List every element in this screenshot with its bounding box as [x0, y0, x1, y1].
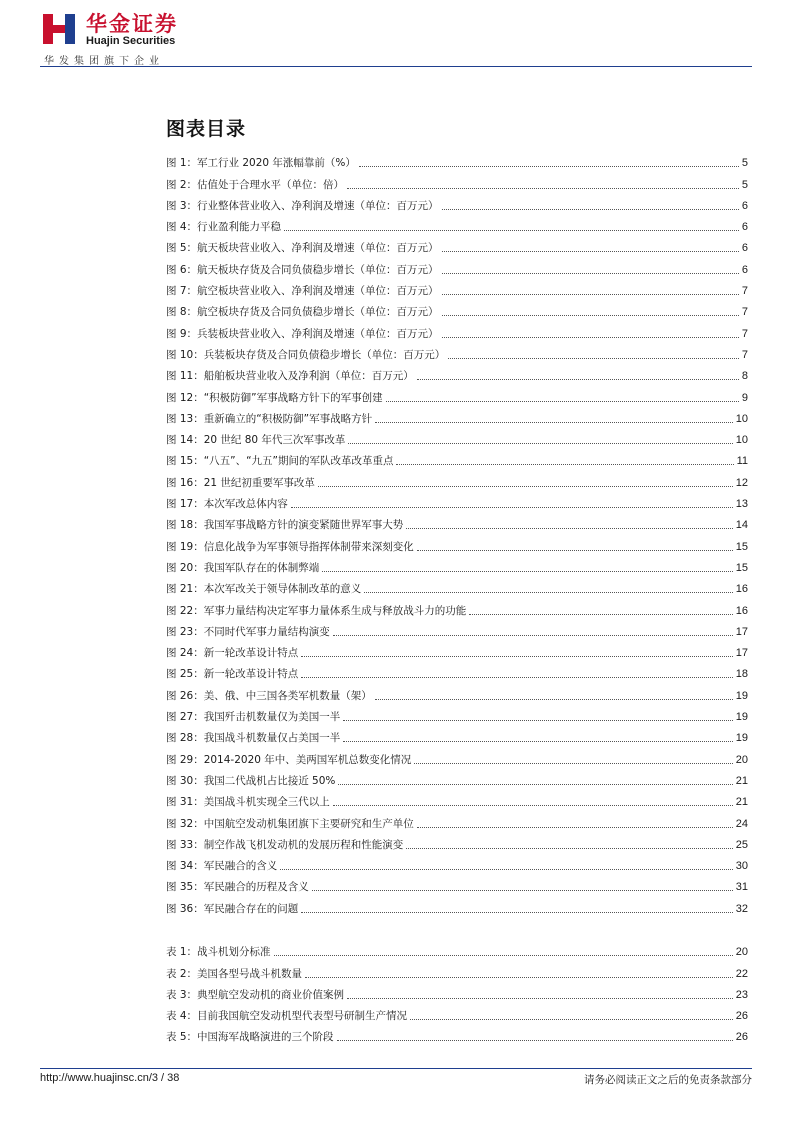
figure-entry[interactable] [166, 405, 748, 426]
dot-leader [333, 805, 733, 806]
dot-leader [347, 998, 733, 999]
figure-entry-page: 31 [735, 881, 748, 894]
figure-entry-page: 5 [741, 157, 748, 170]
figure-entry-label: 图 18：我国军事战略方针的演变紧随世界军事大势 [166, 519, 404, 532]
dot-leader [410, 1019, 733, 1020]
figure-entry-page: 7 [741, 348, 748, 361]
figure-entry-label: 图 27：我国歼击机数量仅为美国一半 [166, 711, 341, 724]
figure-entry-page: 30 [735, 860, 748, 873]
page-header [40, 8, 752, 66]
dot-leader [396, 464, 733, 465]
figure-entry[interactable] [166, 362, 748, 383]
table-entry-label: 表 5：中国海军战略演进的三个阶段 [166, 1031, 334, 1044]
figure-entry-label: 图 1：军工行业 2020 年涨幅靠前（%） [166, 157, 356, 170]
figure-entry-page: 7 [741, 327, 748, 340]
figure-entry-label: 图 16：21 世纪初重要军事改革 [166, 476, 315, 489]
table-entry-page: 23 [735, 988, 748, 1001]
figure-entry[interactable] [166, 767, 748, 788]
figure-entry-page: 16 [735, 604, 748, 617]
figure-entry-page: 18 [735, 668, 748, 681]
dot-leader [375, 422, 733, 423]
figure-entry[interactable] [166, 213, 748, 234]
figure-entry[interactable] [166, 639, 748, 660]
figure-entry[interactable] [166, 852, 748, 873]
footer-divider [40, 1068, 752, 1069]
dot-leader [301, 656, 733, 657]
figure-entry-page: 11 [736, 455, 748, 468]
figure-entry-page: 21 [735, 796, 748, 809]
dot-leader [448, 358, 739, 359]
dot-leader [442, 209, 739, 210]
dot-leader [301, 677, 733, 678]
dot-leader [442, 315, 739, 316]
header-divider [40, 66, 752, 67]
figure-entry-page: 19 [735, 732, 748, 745]
figure-entry[interactable] [166, 596, 748, 617]
dot-leader [312, 890, 733, 891]
figure-entry-page: 5 [741, 178, 748, 191]
figure-entry[interactable] [166, 341, 748, 362]
figure-entry-page: 17 [735, 625, 748, 638]
figure-entry[interactable] [166, 575, 748, 596]
figure-entry[interactable] [166, 298, 748, 319]
dot-leader [442, 337, 739, 338]
figure-entry[interactable] [166, 618, 748, 639]
figure-entry-label: 图 6：航天板块存货及合同负债稳步增长（单位：百万元） [166, 263, 439, 276]
dot-leader [442, 251, 739, 252]
figure-entry-page: 32 [735, 902, 748, 915]
table-entry-page: 26 [735, 1031, 748, 1044]
figure-entry-label: 图 7：航空板块营业收入、净利润及增速（单位：百万元） [166, 285, 439, 298]
table-list [166, 938, 748, 1044]
dot-leader [280, 869, 733, 870]
figure-entry-page: 25 [735, 838, 748, 851]
table-entry[interactable] [166, 1002, 748, 1023]
figure-entry-label: 图 8：航空板块存货及合同负债稳步增长（单位：百万元） [166, 306, 439, 319]
group-tagline: 华发集团旗下企业 [44, 56, 164, 67]
figure-entry-label: 图 15：“八五”、“九五”期间的军队改革改革重点 [166, 455, 394, 468]
figure-entry-page: 15 [735, 540, 748, 553]
dot-leader [417, 379, 739, 380]
figure-entry-page: 6 [741, 199, 748, 212]
figure-entry[interactable] [166, 447, 748, 468]
brand-name-en: Huajin Securities [86, 35, 176, 47]
dot-leader [469, 614, 733, 615]
dot-leader [343, 720, 733, 721]
figure-entry[interactable] [166, 468, 748, 489]
figure-entry-page: 7 [741, 306, 748, 319]
table-entry[interactable] [166, 938, 748, 959]
dot-leader [318, 486, 733, 487]
figure-entry-label: 图 21：本次军改关于领导体制改革的意义 [166, 583, 362, 596]
figure-entry[interactable] [166, 255, 748, 276]
dot-leader [386, 401, 739, 402]
figure-entry-page: 10 [735, 434, 748, 447]
figure-entry-label: 图 4：行业盈利能力平稳 [166, 221, 282, 234]
figure-entry-label: 图 17：本次军改总体内容 [166, 498, 288, 511]
dot-leader [364, 592, 733, 593]
dot-leader [322, 571, 733, 572]
figure-list [166, 149, 748, 916]
figure-entry-page: 10 [735, 412, 748, 425]
figure-entry-page: 6 [741, 242, 748, 255]
dot-leader [274, 955, 733, 956]
dot-leader [333, 635, 733, 636]
dot-leader [375, 699, 733, 700]
dot-leader [442, 273, 739, 274]
dot-leader [338, 784, 732, 785]
figure-entry-page: 8 [741, 370, 748, 383]
dot-leader [417, 550, 733, 551]
figure-entry-page: 17 [735, 647, 748, 660]
figure-entry-label: 图 26：美、俄、中三国各类军机数量（架） [166, 689, 372, 702]
figure-entry-label: 图 34：军民融合的含义 [166, 860, 278, 873]
figure-entry-label: 图 3：行业整体营业收入、净利润及增速（单位：百万元） [166, 199, 439, 212]
figure-entry[interactable] [166, 149, 748, 170]
footer-url-page: http://www.huajinsc.cn/3 / 38 [40, 1072, 180, 1084]
dot-leader [359, 166, 739, 167]
table-entry-page: 20 [735, 946, 748, 959]
dot-leader [347, 188, 739, 189]
figure-entry[interactable] [166, 745, 748, 766]
table-entry-label: 表 4：目前我国航空发动机型代表型号研制生产情况 [166, 1010, 408, 1023]
figure-entry-label: 图 29：2014-2020 年中、美两国军机总数变化情况 [166, 753, 412, 766]
huajin-logo-icon [40, 10, 78, 48]
table-entry[interactable] [166, 959, 748, 980]
figure-entry-label: 图 35：军民融合的历程及含义 [166, 881, 309, 894]
dot-leader [291, 507, 733, 508]
figure-entry[interactable] [166, 277, 748, 298]
figure-entry[interactable] [166, 681, 748, 702]
figure-entry[interactable] [166, 383, 748, 404]
table-entry-page: 22 [735, 967, 748, 980]
figure-entry[interactable] [166, 554, 748, 575]
figure-entry-page: 21 [735, 774, 748, 787]
table-entry-page: 26 [735, 1010, 748, 1023]
figure-entry[interactable] [166, 894, 748, 915]
figure-entry[interactable] [166, 192, 748, 213]
figure-entry[interactable] [166, 831, 748, 852]
figure-entry-label: 图 32：中国航空发动机集团旗下主要研究和生产单位 [166, 817, 414, 830]
figure-entry-page: 19 [735, 689, 748, 702]
toc-title: 图表目录 [166, 118, 247, 140]
figure-entry[interactable] [166, 490, 748, 511]
figure-entry[interactable] [166, 788, 748, 809]
figure-entry-page: 9 [741, 391, 748, 404]
table-entry-label: 表 1：战斗机划分标准 [166, 946, 271, 959]
figure-entry-label: 图 31：美国战斗机实现全三代以上 [166, 796, 330, 809]
figure-entry-label: 图 14：20 世纪 80 年代三次军事改革 [166, 434, 346, 447]
dot-leader [417, 827, 733, 828]
table-entry[interactable] [166, 981, 748, 1002]
figure-entry-page: 6 [741, 221, 748, 234]
figure-entry-label: 图 25：新一轮改革设计特点 [166, 668, 299, 681]
figure-entry[interactable] [166, 170, 748, 191]
figure-entry[interactable] [166, 234, 748, 255]
figure-entry-label: 图 9：兵装板块营业收入、净利润及增速（单位：百万元） [166, 327, 439, 340]
figure-entry-page: 13 [735, 498, 748, 511]
figure-entry[interactable] [166, 809, 748, 830]
dot-leader [406, 848, 733, 849]
footer-disclaimer: 请务必阅读正文之后的免责条款部分 [584, 1074, 752, 1086]
figure-entry-label: 图 36：军民融合存在的问题 [166, 902, 299, 915]
figure-entry[interactable] [166, 724, 748, 745]
figure-entry-page: 6 [741, 263, 748, 276]
figure-entry[interactable] [166, 703, 748, 724]
figure-entry-page: 15 [735, 561, 748, 574]
table-entry-label: 表 3：典型航空发动机的商业价值案例 [166, 988, 345, 1001]
figure-entry-page: 14 [735, 519, 748, 532]
figure-entry-label: 图 19：信息化战争为军事领导指挥体制带来深刻变化 [166, 540, 414, 553]
figure-entry-label: 图 11：船舶板块营业收入及净利润（单位：百万元） [166, 370, 414, 383]
figure-entry-label: 图 30：我国二代战机占比接近 50% [166, 774, 336, 787]
figure-entry[interactable] [166, 532, 748, 553]
figure-entry[interactable] [166, 319, 748, 340]
figure-entry-page: 7 [741, 285, 748, 298]
dot-leader [301, 912, 733, 913]
figure-entry-page: 19 [735, 711, 748, 724]
figure-entry-label: 图 24：新一轮改革设计特点 [166, 647, 299, 660]
figure-entry-label: 图 12：“积极防御”军事战略方针下的军事创建 [166, 391, 383, 404]
figure-entry-page: 20 [735, 753, 748, 766]
figure-entry-page: 12 [735, 476, 748, 489]
figure-entry-label: 图 23：不同时代军事力量结构演变 [166, 625, 330, 638]
dot-leader [343, 741, 733, 742]
figure-entry[interactable] [166, 873, 748, 894]
figure-entry-page: 24 [735, 817, 748, 830]
dot-leader [337, 1040, 733, 1041]
figure-entry-page: 16 [735, 583, 748, 596]
figure-entry[interactable] [166, 511, 748, 532]
dot-leader [406, 528, 733, 529]
dot-leader [284, 230, 739, 231]
table-entry-label: 表 2：美国各型号战斗机数量 [166, 967, 303, 980]
table-entry[interactable] [166, 1023, 748, 1044]
figure-entry-label: 图 2：估值处于合理水平（单位：倍） [166, 178, 345, 191]
figure-entry[interactable] [166, 426, 748, 447]
figure-entry-label: 图 10：兵装板块存货及合同负债稳步增长（单位：百万元） [166, 348, 446, 361]
figure-entry-label: 图 22：军事力量结构决定军事力量体系生成与释放战斗力的功能 [166, 604, 467, 617]
brand-name-cn: 华金证券 [86, 12, 178, 36]
dot-leader [442, 294, 739, 295]
dot-leader [305, 977, 733, 978]
dot-leader [348, 443, 732, 444]
figure-entry-label: 图 20：我国军队存在的体制弊端 [166, 561, 320, 574]
figure-entry-label: 图 5：航天板块营业收入、净利润及增速（单位：百万元） [166, 242, 439, 255]
figure-entry-label: 图 33：制空作战飞机发动机的发展历程和性能演变 [166, 838, 404, 851]
figure-entry-label: 图 13：重新确立的“积极防御”军事战略方针 [166, 412, 373, 425]
figure-entry[interactable] [166, 660, 748, 681]
figure-entry-label: 图 28：我国战斗机数量仅占美国一半 [166, 732, 341, 745]
dot-leader [414, 763, 732, 764]
